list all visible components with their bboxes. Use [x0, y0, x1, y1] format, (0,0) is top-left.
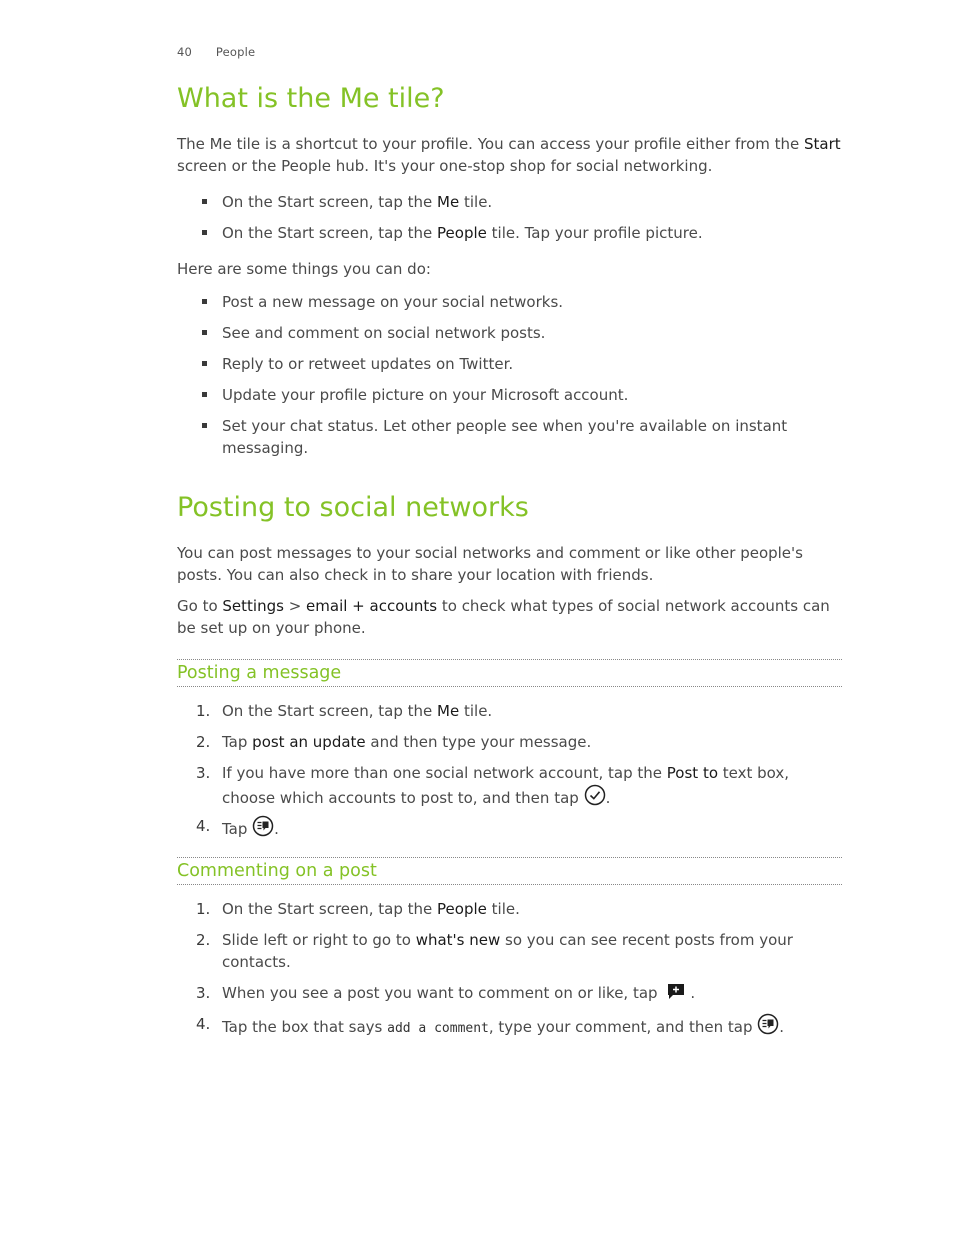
settings-note: Go to Settings > email + accounts to check what types of social network accounts can be set up on your phone. [177, 597, 830, 637]
code-text: add a comment [387, 1021, 489, 1036]
step-item: 3. When you see a post you want to comment on or like, tap . [196, 984, 696, 1002]
me-tile-heading: What is the Me tile? [177, 83, 445, 114]
list-item: Post a new message on your social networks. [222, 291, 822, 313]
list-item: On the Start screen, tap the People tile. Tap your profile picture. [222, 222, 822, 244]
section-name: People [215, 45, 256, 59]
step-item: 1. On the Start screen, tap the Me tile. [196, 702, 493, 720]
step-item: 3. If you have more than one social network account, tap the Post to text box, choose which accounts to post to, and then tap . [196, 764, 790, 807]
step-item: 1. On the Start screen, tap the People tile. [196, 900, 520, 918]
list-item: Update your profile picture on your Microsoft account. [222, 384, 822, 406]
bullet [202, 299, 207, 304]
step-item: 4. Tap . [196, 817, 279, 838]
posting-message-heading: Posting a message [177, 659, 842, 687]
check-circle-icon [584, 784, 606, 806]
bullet [202, 230, 207, 235]
page-number: 40 [177, 45, 193, 59]
list-item: Reply to or retweet updates on Twitter. [222, 353, 822, 375]
step-item: 4. Tap the box that says add a comment, type your comment, and then tap . [196, 1015, 785, 1036]
posting-heading: Posting to social networks [177, 492, 529, 523]
send-icon [757, 1013, 779, 1035]
comment-add-icon [666, 983, 686, 1001]
step-item: 2. Tap post an update and then type your message. [196, 733, 592, 751]
list-item: See and comment on social network posts. [222, 322, 822, 344]
things-intro: Here are some things you can do: [177, 260, 431, 278]
running-head [177, 45, 255, 59]
bullet [202, 392, 207, 397]
send-icon [252, 815, 274, 837]
step-item: 2. Slide left or right to go to what's new so you can see recent posts from your contacts. [196, 931, 793, 971]
bullet [202, 361, 207, 366]
posting-intro: You can post messages to your social networks and comment or like other people's posts. You can also check in to share your location with friends. [177, 544, 803, 584]
bullet [202, 199, 207, 204]
me-tile-intro: The Me tile is a shortcut to your profile. You can access your profile either from the Start screen or the People hub. It's your one-stop shop for social networking. [177, 135, 841, 175]
list-item: Set your chat status. Let other people see when you're available on instant messaging. [222, 415, 807, 459]
list-item: On the Start screen, tap the Me tile. [222, 191, 822, 213]
bullet [202, 330, 207, 335]
bullet [202, 423, 207, 428]
commenting-heading: Commenting on a post [177, 857, 842, 885]
